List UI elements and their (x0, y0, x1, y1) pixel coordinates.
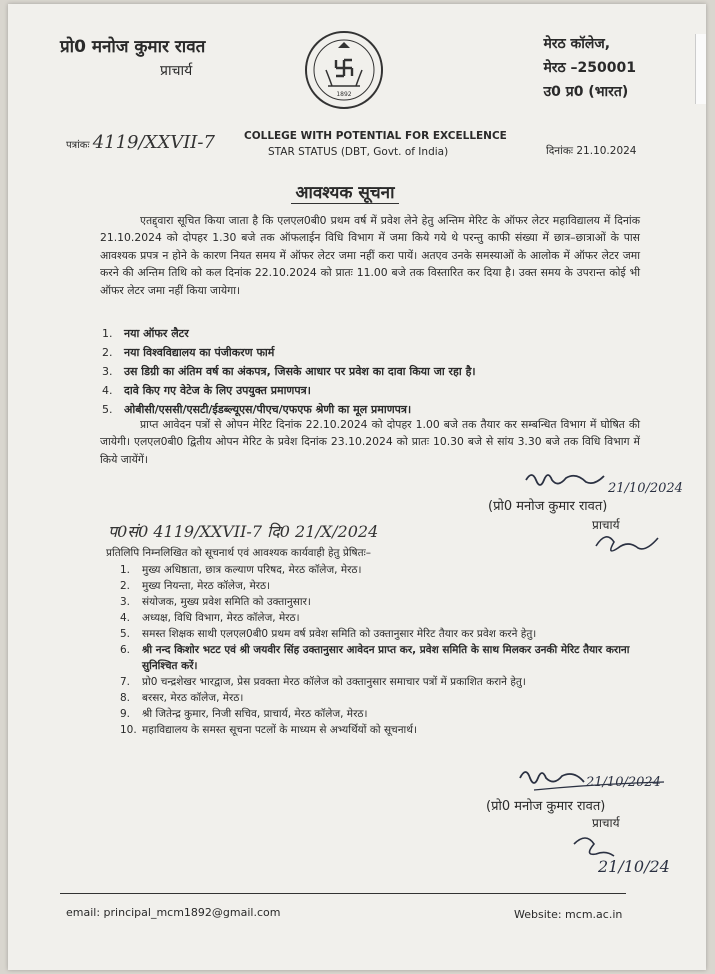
college-city: मेरठ –250001 (543, 60, 636, 76)
recipient-item (120, 690, 632, 706)
recipient-item-number: 7. (120, 676, 131, 688)
recipient-item-text: बरसर, मेरठ कॉलेज, मेरठ। (142, 692, 244, 704)
footer-divider (60, 893, 626, 894)
recipient-item (120, 642, 632, 674)
document-item-text: उस डिग्री का अंतिम वर्ष का अंकपत्र, जिसके आधार पर प्रवेश का दावा किया जा रहा है। (124, 365, 476, 378)
copy-recipients-list (120, 562, 632, 738)
signature-1-name: (प्रो0 मनोज कुमार रावत) (488, 499, 608, 514)
college-state: उ0 प्र0 (भारत) (543, 84, 629, 100)
footer-website: Website: mcm.ac.in (514, 908, 623, 921)
reference-number (66, 132, 215, 153)
signature-1-designation: प्राचार्य (592, 518, 620, 532)
copy-intro: प्रतिलिपि निम्नलिखित को सूचनार्थ एवं आवश्यक कार्यवाही हेतु प्रेषितः– (106, 547, 371, 559)
document-item-number: 1. (102, 327, 113, 340)
recipient-item-number: 4. (120, 612, 131, 624)
document-item-text: नया विश्वविद्यालय का पंजीकरण फार्म (124, 346, 275, 359)
reference-label: पत्रांकः (66, 140, 90, 151)
recipient-item (120, 674, 632, 690)
recipient-item-text: मुख्य नियन्ता, मेरठ कॉलेज, मेरठ। (142, 580, 271, 592)
recipient-item-number: 10. (120, 724, 137, 736)
recipient-item (120, 562, 632, 578)
recipient-item (120, 578, 632, 594)
cpe-line2: STAR STATUS (DBT, Govt. of India) (268, 146, 449, 158)
signature-2-handwritten-date: 21/10/24 (598, 857, 670, 876)
document-item (102, 343, 476, 362)
document-item-text: ओबीसी/एससी/एसटी/ईडब्ल्यूएस/पीएच/एफएफ श्रेणी का मूल प्रमाणपत्र। (124, 403, 412, 416)
notice-heading-wrap (8, 180, 706, 203)
letter-date: दिनांकः 21.10.2024 (546, 145, 637, 157)
letterhead-left (60, 34, 205, 80)
document-item-number: 5. (102, 403, 113, 416)
recipient-item-text: श्री नन्द किशोर भटट एवं श्री जयवीर सिंह उक्तानुसार आवेदन प्राप्त कर, प्रवेश समिति के साथ मिलकर उनकी मेरिट तैयार कराना सुनिश्चित करें। (142, 644, 630, 672)
document-item-number: 2. (102, 346, 113, 359)
signature-1-date: 21/10/2024 (608, 481, 683, 496)
letter-page (8, 4, 706, 970)
recipient-item (120, 706, 632, 722)
copy-reference-handwritten: प0सं0 4119/XXVII-7 दि0 21/X/2024 (108, 522, 379, 541)
principal-name: प्रो0 मनोज कुमार रावत (60, 37, 206, 57)
signature-2-icon (514, 756, 694, 798)
signature-2-name: (प्रो0 मनोज कुमार रावत) (486, 799, 606, 814)
document-item-number: 3. (102, 365, 113, 378)
initials-icon (592, 526, 662, 556)
document-item (102, 381, 476, 400)
recipient-item-text: समस्त शिक्षक साथी एलएल0बी0 प्रथम वर्ष प्रवेश समिति को उक्तानुसार मेरिट तैयार कर प्रवेश करने हेतु। (142, 628, 537, 640)
document-item-text: दावे किए गए वेटेज के लिए उपयुक्त प्रमाणपत्र। (124, 384, 311, 397)
footer-email: email: principal_mcm1892@gmail.com (66, 906, 281, 919)
recipient-item-number: 5. (120, 628, 131, 640)
letterhead-right (543, 32, 636, 104)
document-item (102, 362, 476, 381)
required-documents-list (102, 324, 476, 419)
recipient-item-text: संयोजक, मुख्य प्रवेश समिति को उक्तानुसार। (142, 596, 311, 608)
recipient-item (120, 722, 632, 738)
document-item-number: 4. (102, 384, 113, 397)
notice-paragraph-2: प्राप्त आवेदन पत्रों से ओपन मेरिट दिनांक 22.10.2024 को दोपहर 1.00 बजे तक तैयार कर सम्बन्धित विभाग में घोषित की जायेगी। एलएल0बी0 द्वितीय ओपन मेरिट के प्रवेश दिनांक 23.10.2024 को प्रातः 10.30 बजे से सांय 3.30 बजे तक विधि विभाग में किये जायेंगें। (100, 418, 640, 466)
recipient-item-number: 2. (120, 580, 131, 592)
notice-paragraph-1: एतद्द्वारा सूचित किया जाता है कि एलएल0बी0 प्रथम वर्ष में प्रवेश लेने हेतु अन्तिम मेरिट के ऑफर लेटर महाविद्यालय में दिनांक 21.10.2024 को दोपहर 1.30 बजे तक ऑफलाईन विधि विभाग में जमा किये गये थे परन्तु काफी संख्या में छात्र–छात्राओं के पास आवश्यक प्रपत्र न होने के कारण नियत समय में ऑफर लेटर जमा नहीं करा पायें। अतएव उनके समस्याओं के आलोक में ऑफर लेटर जमा करने की अन्तिम तिथि को कल दिनांक 22.10.2024 को प्रातः 11.00 बजे तक विस्तारित कर दिया है। उक्त समय के उपरान्त कोई भी ऑफर लेटर जमा नहीं किया जायेगा। (100, 214, 640, 297)
recipient-item-number: 9. (120, 708, 131, 720)
recipient-item-text: अध्यक्ष, विधि विभाग, मेरठ कॉलेज, मेरठ। (142, 612, 300, 624)
recipient-item-text: श्री जितेन्द्र कुमार, निजी सचिव, प्राचार्य, मेरठ कॉलेज, मेरठ। (142, 708, 368, 720)
signature-2-date: 21/10/2024 (586, 775, 661, 790)
reference-handwritten: 4119/XXVII-7 (92, 132, 215, 153)
recipient-item-text: महाविद्यालय के समस्त सूचना पटलों के माध्यम से अभ्यर्थियों को सूचनार्थ। (142, 724, 417, 736)
cpe-line1: COLLEGE WITH POTENTIAL FOR EXCELLENCE (244, 130, 507, 142)
recipient-item-number: 3. (120, 596, 131, 608)
document-item (102, 324, 476, 343)
recipient-item (120, 610, 632, 626)
signature-2-designation: प्राचार्य (592, 816, 620, 830)
recipient-item-number: 6. (120, 644, 131, 656)
signature-2-initials-icon (568, 828, 698, 878)
college-seal-icon (304, 30, 384, 110)
notice-title: आवश्यक सूचना (291, 183, 398, 204)
principal-designation: प्राचार्य (160, 63, 193, 79)
cpe-status (244, 128, 507, 160)
seal-year: 1892 (336, 91, 352, 98)
recipient-item (120, 626, 632, 642)
recipient-item-number: 8. (120, 692, 131, 704)
recipient-item (120, 594, 632, 610)
recipient-item-text: मुख्य अधिष्ठाता, छात्र कल्याण परिषद, मेरठ कॉलेज, मेरठ। (142, 564, 362, 576)
page-edge-tab (695, 34, 706, 104)
college-name: मेरठ कॉलेज, (543, 36, 611, 52)
recipient-item-text: प्रो0 चन्द्रशेखर भारद्वाज, प्रेस प्रवक्ता मेरठ कॉलेज को उक्तानुसार समाचार पत्रों में प्रकाशित कराने हेतु। (142, 676, 526, 688)
recipient-item-number: 1. (120, 564, 131, 576)
document-item-text: नया ऑफर लैटर (124, 327, 189, 340)
